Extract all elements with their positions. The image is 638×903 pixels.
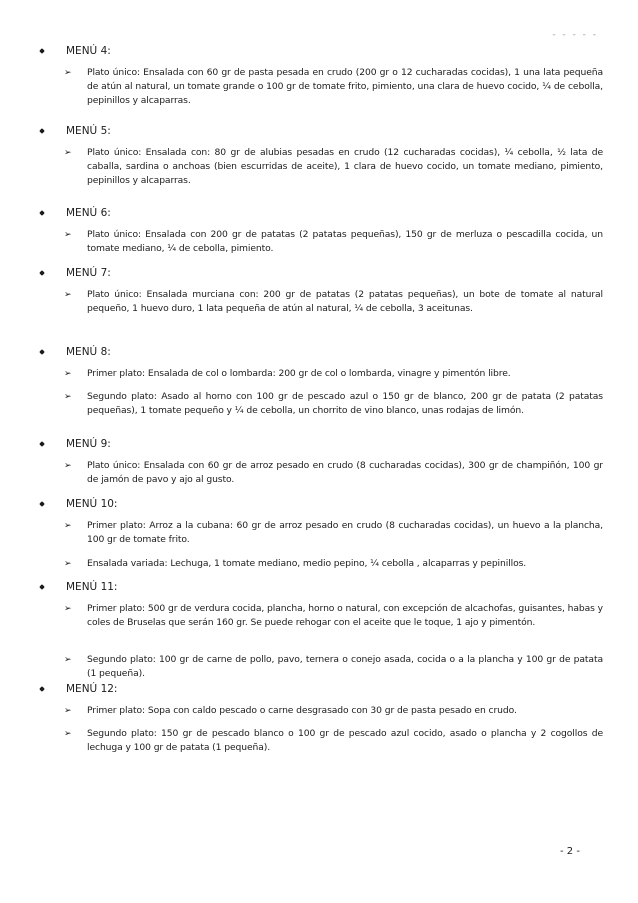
menu-item-text: Plato único: Ensalada con: 80 gr de alubias pesadas en crudo (12 cucharadas cocidas), ¼ cebolla, ½ lata de caballa, sardina o anchoas (bien escurridas de aceite), 1 clara de huevo cocido, un tomate mediano, pimiento, pepinillos y alcaparras. [87, 147, 603, 186]
arrow-bullet-icon: ➢ [64, 559, 72, 569]
bullet-icon [39, 441, 45, 447]
menu-title: MENÚ 12: [66, 683, 118, 695]
menu-item-text: Primer plato: Arroz a la cubana: 60 gr de arroz pesado en crudo (8 cucharadas cocidas), un huevo a la plancha, 100 gr de tomate frito. [87, 520, 603, 545]
menu-title: MENÚ 7: [66, 267, 111, 279]
bullet-icon [39, 349, 45, 355]
menu-item-text: Plato único: Ensalada con 60 gr de pasta pesada en crudo (200 gr o 12 cucharadas cocidas), 1 una lata pequeña de atún al natural, un tomate grande o 100 gr de tomate frito, pimiento, una clara de huevo cocido, ¼ de cebolla, pepinillos y alcaparras. [87, 67, 603, 106]
arrow-bullet-icon: ➢ [64, 230, 72, 240]
menu-title: MENÚ 8: [66, 346, 111, 358]
arrow-bullet-icon: ➢ [64, 290, 72, 300]
bullet-icon [39, 501, 45, 507]
arrow-bullet-icon: ➢ [64, 604, 72, 614]
bullet-icon [39, 128, 45, 134]
arrow-bullet-icon: ➢ [64, 706, 72, 716]
arrow-bullet-icon: ➢ [64, 68, 72, 78]
bullet-icon [39, 270, 45, 276]
arrow-bullet-icon: ➢ [64, 369, 72, 379]
menu-title: MENÚ 10: [66, 498, 118, 510]
menu-item-text: Plato único: Ensalada con 60 gr de arroz pesado en crudo (8 cucharadas cocidas), 300 gr de champiñón, 100 gr de jamón de pavo y ajo al gusto. [87, 460, 603, 485]
menu-item-text: Segundo plato: 100 gr de carne de pollo, pavo, ternera o conejo asada, cocida o a la plancha y 100 gr de patata (1 pequeña). [87, 654, 603, 679]
menu-title: MENÚ 4: [66, 45, 111, 57]
menu-item-text: Primer plato: 500 gr de verdura cocida, plancha, horno o natural, con excepción de alcachofas, guisantes, habas y coles de Bruselas que serán 160 gr. Se puede rehogar con el aceite que le toque, 1 ajo y pimentón. [87, 603, 603, 628]
menu-item-text: Primer plato: Ensalada de col o lombarda: 200 gr de col o lombarda, vinagre y pimentón libre. [87, 368, 511, 379]
page-number: - 2 - [560, 846, 580, 857]
arrow-bullet-icon: ➢ [64, 521, 72, 531]
menu-item-text: Ensalada variada: Lechuga, 1 tomate mediano, medio pepino, ¼ cebolla , alcaparras y pepinillos. [87, 558, 527, 569]
menu-item-text: Plato único: Ensalada con 200 gr de patatas (2 patatas pequeñas), 150 gr de merluza o pescadilla cocida, un tomate mediano, ¼ de cebolla, pimiento. [87, 229, 603, 254]
menu-title: MENÚ 11: [66, 581, 118, 593]
menu-item-text: Segundo plato: 150 gr de pescado blanco o 100 gr de pescado azul cocido, asado o plancha y 2 cogollos de lechuga y 100 gr de patata (1 pequeña). [87, 728, 603, 753]
menu-item-text: Plato único: Ensalada murciana con: 200 gr de patatas (2 patatas pequeñas), un bote de tomate al natural pequeño, 1 huevo duro, 1 lata pequeña de atún al natural, ¼ de cebolla, 3 aceitunas. [87, 289, 603, 314]
menu-item-text: Segundo plato: Asado al horno con 100 gr de pescado azul o 150 gr de blanco, 200 gr de patata (2 patatas pequeñas), 1 tomate pequeño y ¼ de cebolla, un chorrito de vino blanco, unas rodajas de limón. [87, 391, 603, 416]
bullet-icon [39, 210, 45, 216]
arrow-bullet-icon: ➢ [64, 392, 72, 402]
bullet-icon [39, 686, 45, 692]
menu-item-text: Primer plato: Sopa con caldo pescado o carne desgrasado con 30 gr de pasta pesado en crudo. [87, 705, 517, 716]
menu-title: MENÚ 6: [66, 207, 111, 219]
arrow-bullet-icon: ➢ [64, 729, 72, 739]
arrow-bullet-icon: ➢ [64, 655, 72, 665]
menu-title: MENÚ 9: [66, 438, 111, 450]
arrow-bullet-icon: ➢ [64, 148, 72, 158]
bullet-icon [39, 584, 45, 590]
arrow-bullet-icon: ➢ [64, 461, 72, 471]
menu-title: MENÚ 5: [66, 125, 111, 137]
header-mark: - - - - - [552, 30, 598, 40]
bullet-icon [39, 48, 45, 54]
